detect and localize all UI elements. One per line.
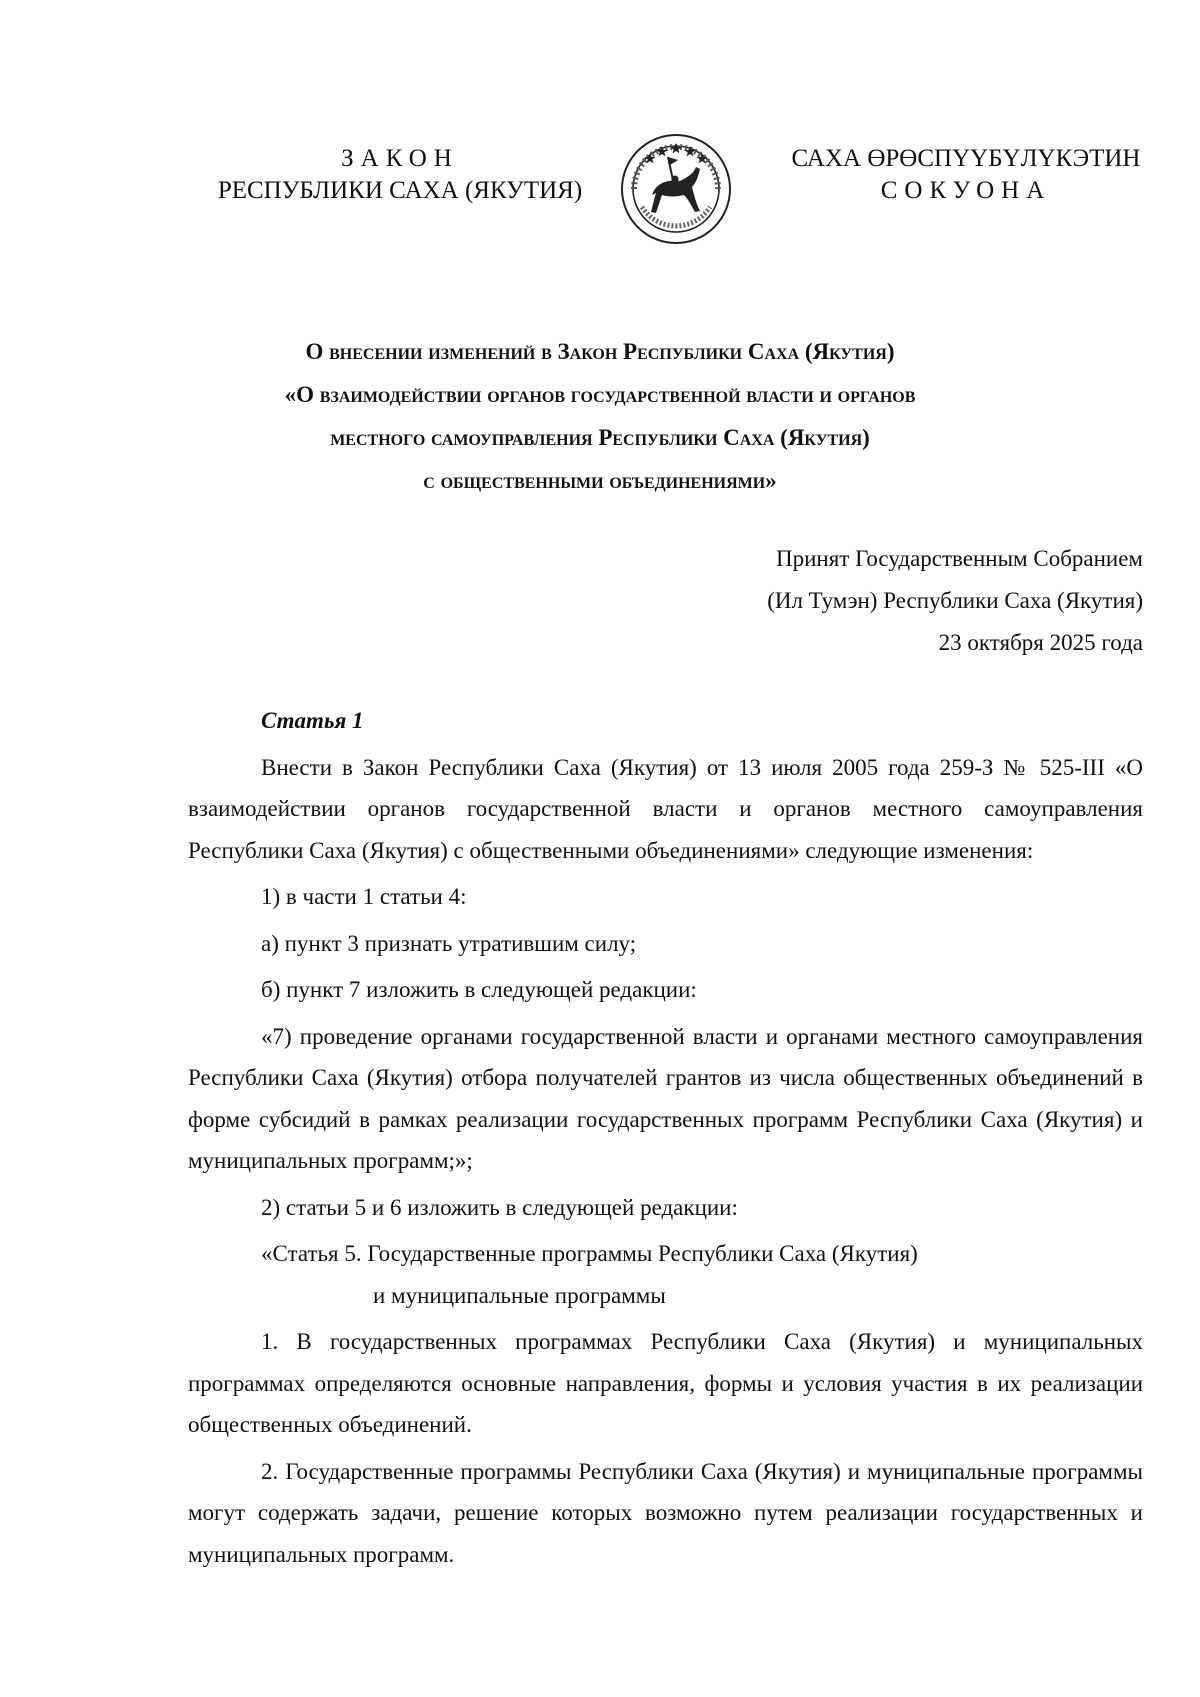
- adoption-date: 23 октября 2025 года: [938, 630, 1143, 655]
- article-heading: Статья 1: [261, 708, 364, 733]
- article-5-paragraph-1: 1. В государственных программах Республики Саха (Якутия) и муниципальных программах определяются основные направления, формы и условия участия в их реализации общественных объединений.: [188, 1329, 1143, 1437]
- article-5-paragraph-2: 2. Государственные программы Республики Саха (Якутия) и муниципальные программы могут содержать задачи, решение которых возможно путем реализации государственных и муниципальных программ.: [188, 1458, 1143, 1567]
- header-right: [776, 143, 1156, 207]
- item-1b: б) пункт 7 изложить в следующей редакции:: [261, 977, 697, 1002]
- title-line-1: О внесении изменений в Закон Республики Саха (Якутия): [305, 339, 895, 364]
- coat-of-arms-emblem-icon: [620, 133, 732, 245]
- document-title: [230, 330, 970, 502]
- adoption-line-2: (Ил Тумэн) Республики Саха (Якутия): [767, 588, 1143, 613]
- header-right-law-word: СОКУОНА: [880, 177, 1052, 204]
- header-left-republic: РЕСПУБЛИКИ САХА (ЯКУТИЯ): [217, 177, 583, 204]
- adoption-line-1: Принят Государственным Собранием: [775, 546, 1143, 571]
- document-body: [188, 700, 1143, 1575]
- item-1b-text: «7) проведение органами государственной власти и органами местного самоуправления Республики Саха (Якутия) отбора получателей грантов из числа общественных объединений в форме субсидий в рамках реализации государственных программ Республики Саха (Якутия) и муниципальных программ;»;: [188, 1023, 1143, 1173]
- adoption-note: [523, 538, 1143, 664]
- header-left: [200, 143, 600, 207]
- article-5-heading-line-2: и муниципальные программы: [373, 1282, 666, 1308]
- item-1a: а) пункт 3 признать утратившим силу;: [261, 930, 637, 956]
- title-line-2: «О взаимодействии органов государственной власти и органов: [284, 382, 916, 407]
- title-line-4: с общественными объединениями»: [423, 468, 777, 493]
- header-right-republic: САХА ӨРӨСПҮҮБҮЛҮКЭТИН: [791, 145, 1141, 172]
- article-5-heading-line-1: «Статья 5. Государственные программы Республики Саха (Якутия): [261, 1241, 918, 1266]
- item-1: 1) в части 1 статьи 4:: [261, 884, 467, 909]
- header-left-law-word: ЗАКОН: [341, 145, 459, 172]
- item-2: 2) статьи 5 и 6 изложить в следующей редакции:: [261, 1194, 738, 1220]
- title-line-3: местного самоуправления Республики Саха (Якутия): [330, 425, 870, 450]
- article-intro-paragraph: Внести в Закон Республики Саха (Якутия) от 13 июля 2005 года 259-З № 525-III «О взаимодействии органов государственной власти и органов местного самоуправления Республики Саха (Якутия) с общественными объединениями» следующие изменения:: [188, 754, 1143, 863]
